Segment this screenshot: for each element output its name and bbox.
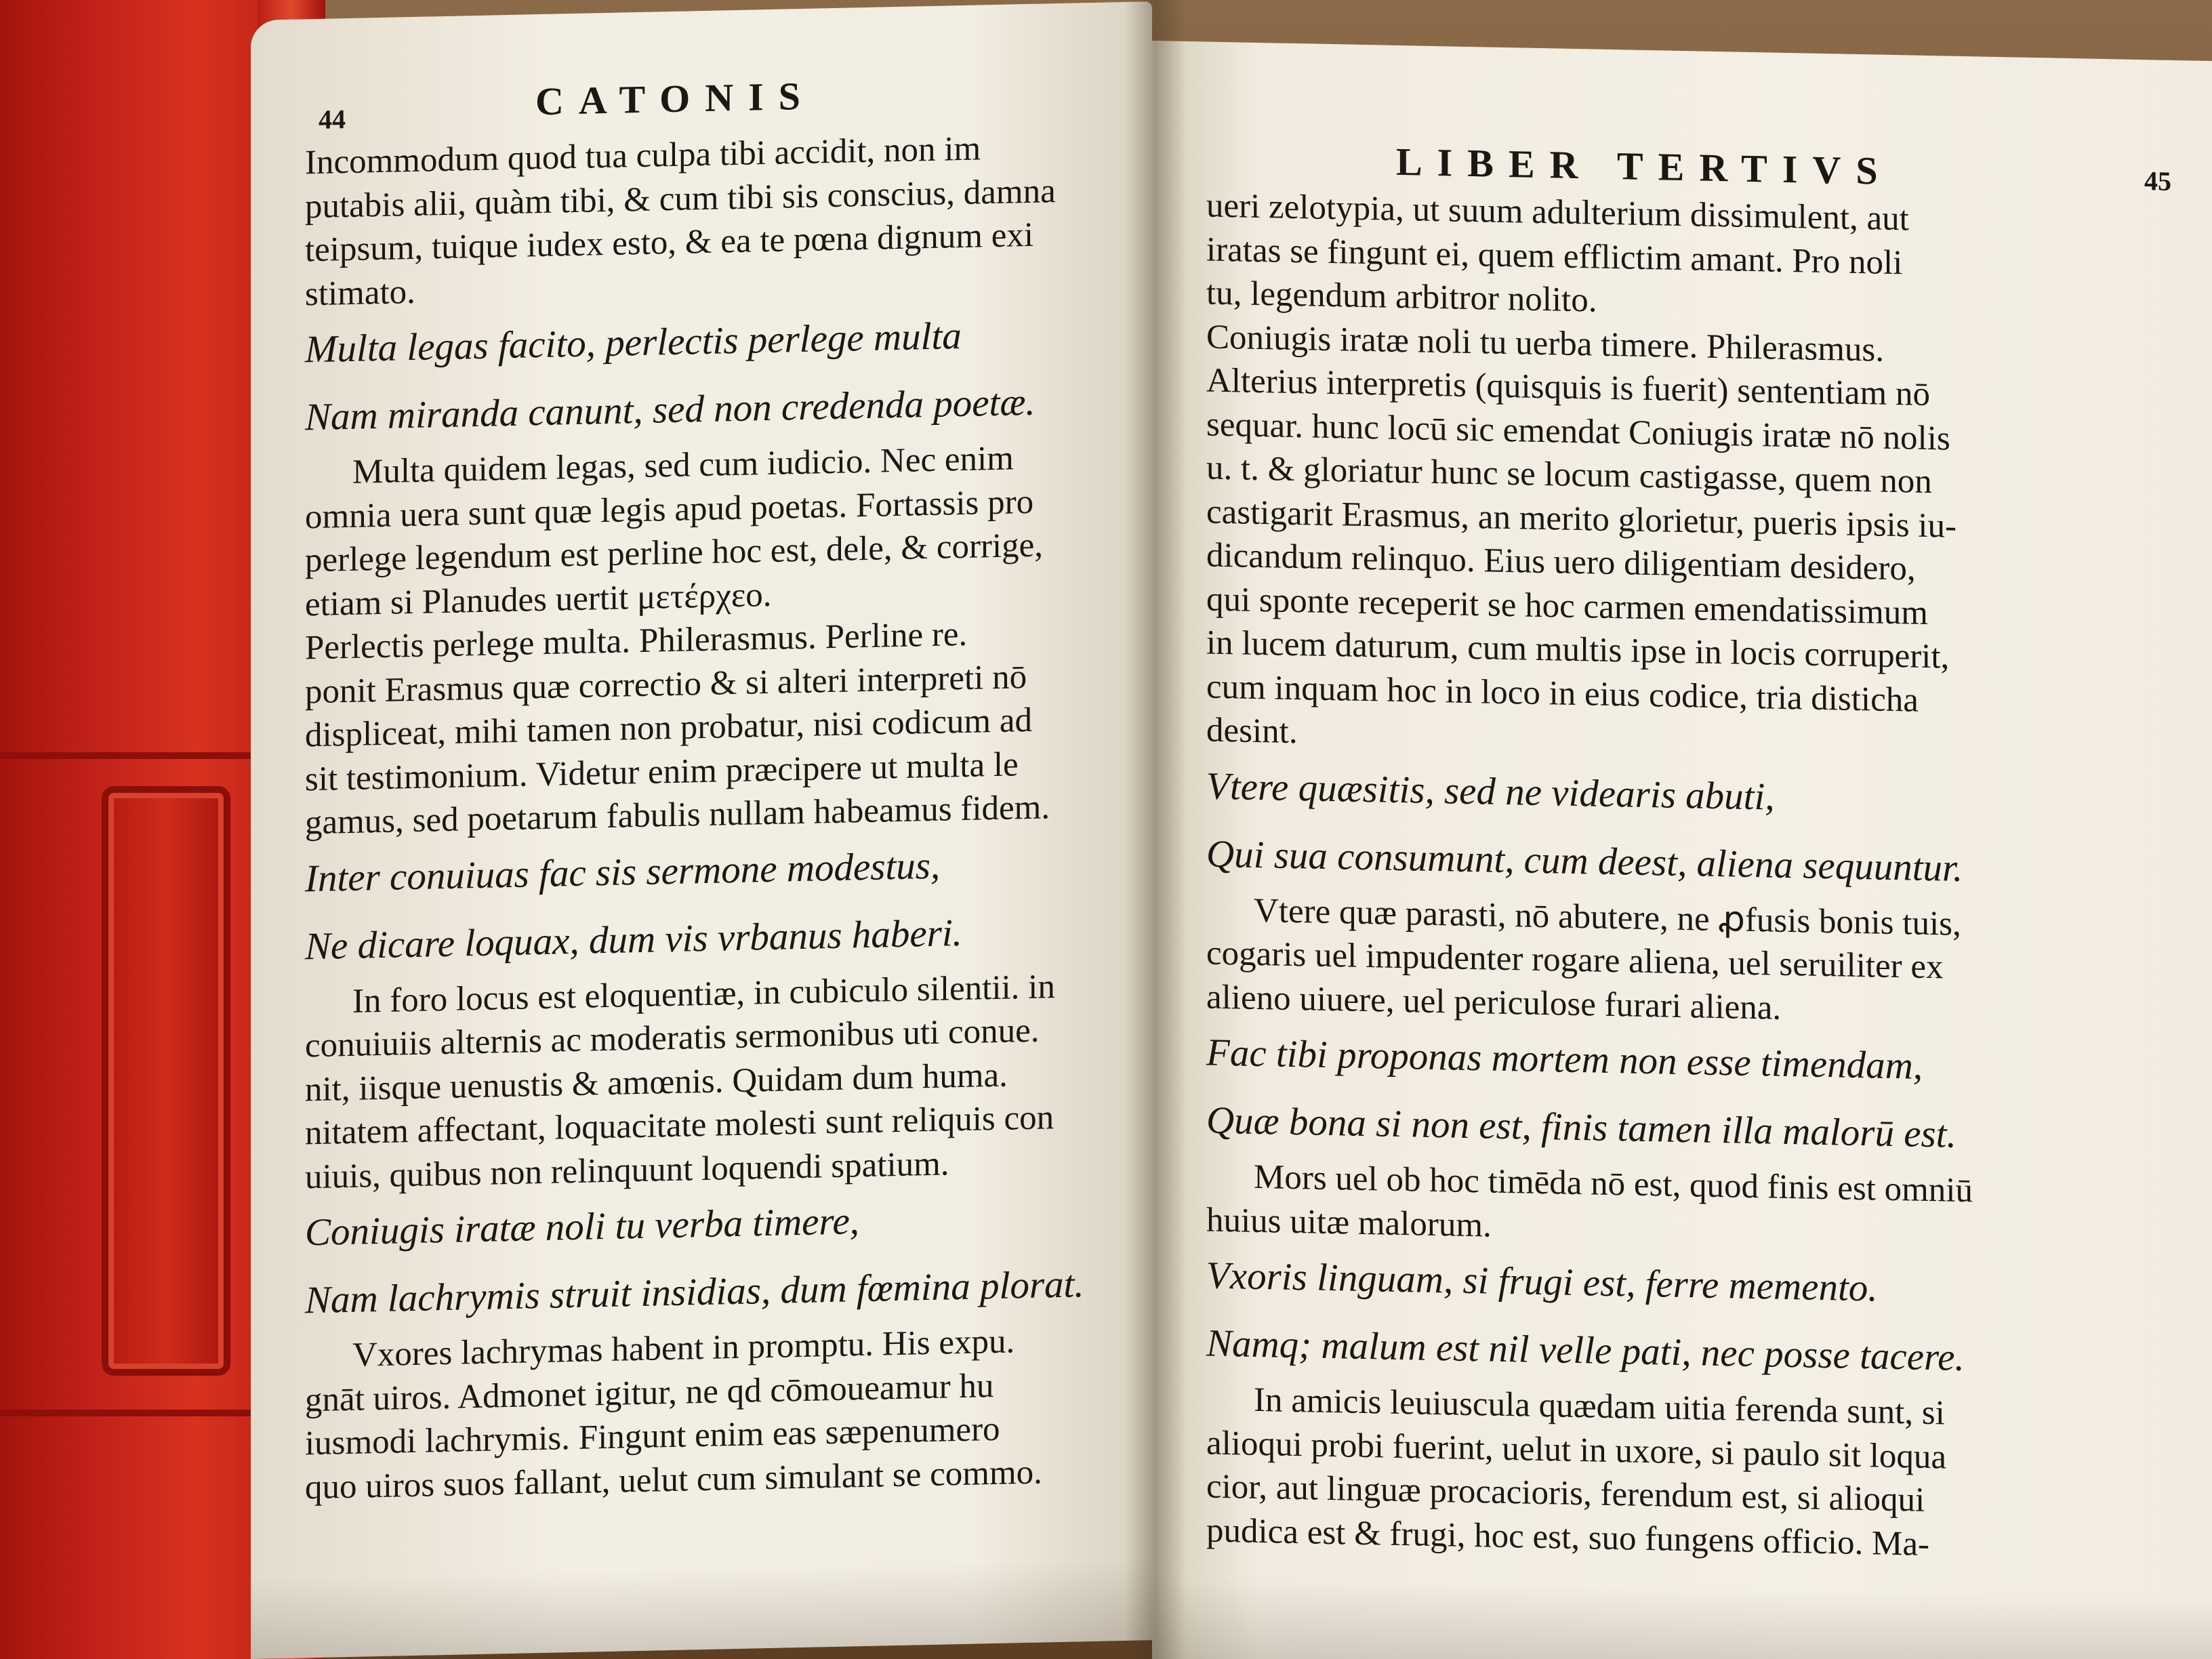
page-shadow bbox=[1152, 1578, 2212, 1659]
verse-line: Quæ bona si non est, finis tamen illa malorū est. bbox=[1206, 1099, 1957, 1156]
prose-block bbox=[305, 124, 1125, 316]
text-line: stimato. bbox=[305, 272, 415, 313]
text-line: In amicis leuiuscula quædam uitia ferenda sunt, si bbox=[1254, 1380, 1945, 1433]
text-line: u. t. & gloriatur hunc se locum castigasse, quem non bbox=[1206, 449, 1932, 501]
text-line: castigarit Erasmus, an merito glorietur, pueris ipsis iu- bbox=[1206, 493, 1957, 546]
right-page-text bbox=[1206, 117, 2171, 1571]
text-line: cogaris uel impudenter rogare aliena, uel seruiliter ex bbox=[1206, 934, 1944, 987]
verse-line: Coniugis iratæ noli tu verba timere, bbox=[305, 1200, 860, 1254]
text-line: Mors uel ob hoc timēda nō est, quod finis est omniū bbox=[1254, 1158, 1973, 1210]
text-line: in lucem daturum, cum multis ipse in locis corruperit, bbox=[1206, 623, 1950, 676]
verse-line: Nam miranda canunt, sed non credenda poetæ. bbox=[305, 380, 1036, 439]
prose-block bbox=[1206, 888, 2171, 1038]
right-page-body bbox=[1206, 184, 2171, 1571]
text-line: desint. bbox=[1206, 711, 1298, 752]
text-line: Incommodum quod tua culpa tibi accidit, non im bbox=[305, 129, 981, 182]
text-line: sit testimonium. Videtur enim præcipere ut multa le bbox=[305, 745, 1019, 798]
verse-block bbox=[1206, 1019, 2171, 1173]
text-line: gnāt uiros. Admonet igitur, ne qd cōmoueamur hu bbox=[305, 1366, 994, 1419]
right-page bbox=[1152, 41, 2212, 1659]
text-line: cior, aut linguæ procacioris, ferendum est, si alioqui bbox=[1206, 1467, 1925, 1519]
text-line: sequar. hunc locū sic emendat Coniugis iratæ nō nolis bbox=[1206, 405, 1950, 458]
book-gutter bbox=[1125, 0, 1186, 1659]
prose-block bbox=[1206, 1378, 2171, 1571]
text-line: quo uiros suos fallant, uelut cum simulant se commo. bbox=[305, 1453, 1042, 1507]
text-line: uiuis, quibus non relinquunt loquendi spatium. bbox=[305, 1144, 949, 1196]
text-line: Vxores lachrymas habent in promptu. His expu. bbox=[352, 1322, 1015, 1374]
text-line: ponit Erasmus quæ correctio & si alteri interpreti nō bbox=[305, 657, 1027, 711]
left-page-text bbox=[305, 56, 1125, 1509]
verse-block bbox=[305, 1182, 1125, 1334]
verse-block bbox=[1206, 1242, 2171, 1396]
text-line: cum inquam hoc in loco in eius codice, tria disticha bbox=[1206, 668, 1919, 720]
text-line: In foro locus est eloquentiæ, in cubiculo silentii. in bbox=[352, 967, 1055, 1021]
prose-block bbox=[305, 1317, 1125, 1509]
verse-line: Namq; malum est nil velle pati, nec posse tacere. bbox=[1206, 1322, 1965, 1380]
right-folio: 45 bbox=[2144, 165, 2171, 197]
verse-line: Vtere quæsitis, sed ne videaris abuti, bbox=[1206, 764, 1775, 819]
verse-line: Inter conuiuas fac sis sermone modestus, bbox=[305, 844, 941, 900]
left-folio: 44 bbox=[319, 104, 346, 135]
text-line: conuiuiis alternis ac moderatis sermonibus uti conue. bbox=[305, 1011, 1040, 1065]
verse-line: Multa legas facito, perlectis perlege multa bbox=[305, 314, 962, 371]
left-running-title: CATONIS bbox=[535, 73, 815, 124]
text-line: dicandum relinquo. Eius uero diligentiam desidero, bbox=[1206, 536, 1916, 588]
verse-line: Vxoris linguam, si frugi est, ferre memento. bbox=[1206, 1254, 1878, 1310]
binder-handle bbox=[102, 786, 230, 1376]
verse-block bbox=[305, 299, 1125, 451]
text-line: pudica est & frugi, hoc est, suo fungens officio. Ma- bbox=[1206, 1511, 1929, 1563]
text-line: alioqui probi fuerint, uelut in uxore, si paulo sit loqua bbox=[1206, 1424, 1947, 1477]
left-running-head bbox=[305, 56, 1125, 134]
verse-block bbox=[1206, 752, 2171, 906]
text-line: alieno uiuere, uel periculose furari aliena. bbox=[1206, 978, 1782, 1027]
text-line: Coniugis iratæ noli tu uerba timere. Philerasmus. bbox=[1206, 318, 1885, 369]
verse-line: Fac tibi proponas mortem non esse timendam, bbox=[1206, 1031, 1923, 1088]
left-page bbox=[251, 1, 1152, 1659]
right-running-head bbox=[1206, 117, 2171, 196]
verse-line: Nam lachrymis struit insidias, dum fœmina plorat. bbox=[305, 1263, 1084, 1322]
text-line: Perlectis perlege multa. Philerasmus. Perline re. bbox=[305, 615, 968, 668]
prose-block bbox=[305, 434, 1125, 845]
text-line: Multa quidem legas, sed cum iudicio. Nec enim bbox=[352, 439, 1014, 491]
left-page-body bbox=[305, 124, 1125, 1509]
text-line: ueri zelotypia, ut suum adulterium dissimulent, aut bbox=[1206, 186, 1909, 239]
right-running-title: LIBER TERTIVS bbox=[1396, 139, 1893, 193]
text-line: iusmodi lachrymis. Fingunt enim eas sæpenumero bbox=[305, 1410, 1000, 1463]
text-line: teipsum, tuique iudex esto, & ea te pœna dignum exi bbox=[305, 216, 1034, 270]
verse-line: Ne dicare loquax, dum vis vrbanus haberi. bbox=[305, 911, 962, 968]
page-shadow bbox=[251, 1559, 1152, 1659]
text-line: qui sponte receperit se hoc carmen emendatissimum bbox=[1206, 580, 1928, 632]
text-line: nitatem affectant, loquacitate molesti sunt reliquis con bbox=[305, 1099, 1054, 1153]
verse-block bbox=[305, 827, 1125, 980]
text-line: iratas se fingunt ei, quem efflictim amant. Pro noli bbox=[1206, 230, 1903, 282]
text-line: gamus, sed poetarum fabulis nullam habeamus fidem. bbox=[305, 788, 1050, 842]
verse-line: Qui sua consumunt, cum deest, aliena sequuntur. bbox=[1206, 832, 1963, 890]
text-line: omnia uera sunt quæ legis apud poetas. Fortassis pro bbox=[305, 483, 1034, 536]
text-line: Vtere quæ parasti, nō abutere, ne ꝓfusis bonis tuis, bbox=[1254, 891, 1961, 943]
text-line: putabis alii, quàm tibi, & cum tibi sis conscius, damna bbox=[305, 171, 1056, 226]
text-line: etiam si Planudes uertit μετέρχεο. bbox=[305, 575, 772, 623]
text-line: huius uitæ malorum. bbox=[1206, 1201, 1492, 1245]
text-line: nit, iisque uenustis & amœnis. Quidam dum huma. bbox=[305, 1056, 1008, 1109]
text-line: Alterius interpretis (quisquis is fuerit) sententiam nō bbox=[1206, 361, 1930, 414]
text-line: displiceat, mihi tamen non probatur, nisi codicum ad bbox=[305, 701, 1032, 755]
text-line: perlege legendum est perline hoc est, dele, & corrige, bbox=[305, 526, 1043, 580]
text-line: tu, legendum arbitror nolito. bbox=[1206, 274, 1597, 320]
prose-block bbox=[305, 963, 1125, 1199]
prose-block bbox=[1206, 184, 2171, 771]
